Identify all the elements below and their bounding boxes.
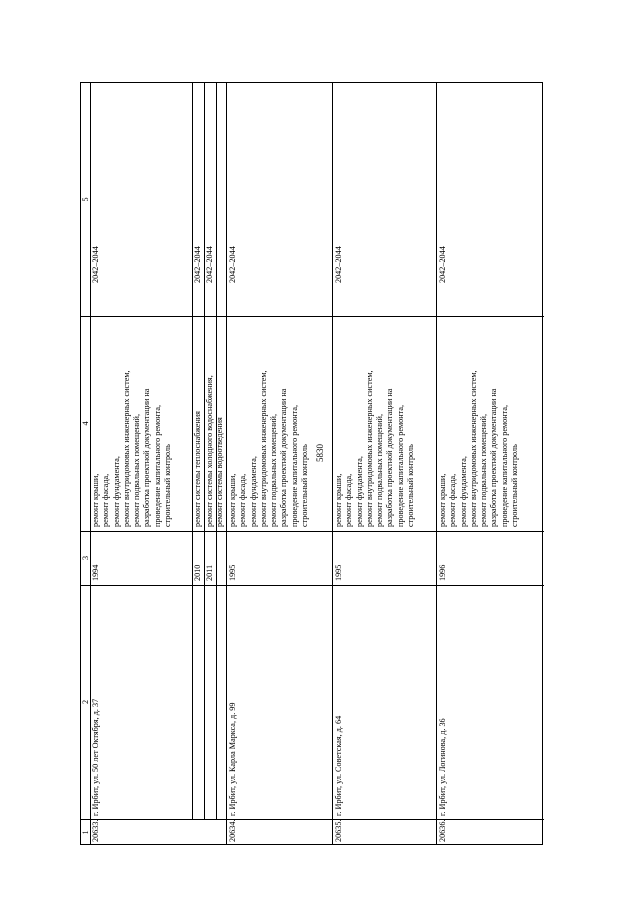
- row-address: г. Ирбит, ул. Советская, д. 64: [334, 715, 343, 816]
- header-col-3: 3: [81, 555, 90, 561]
- row-number: 20633.: [91, 819, 100, 842]
- row-year: 1996: [438, 564, 447, 581]
- row-address: г. Ирбит, ул. 50 лет Октября, д. 37: [91, 698, 100, 816]
- subrow-period: 2042–2044: [193, 246, 202, 283]
- row-divider: [332, 83, 333, 844]
- row-works: ремонт крыши, ремонт фасада, ремонт фундамента, ремонт внутридомовых инженерных систем, ремонт подвальных помещений, разработка проектной документации на проведение капитального ремонта, строительный контроль: [91, 370, 173, 527]
- row-divider: [226, 83, 227, 844]
- subrow-year: 2010: [193, 564, 202, 581]
- rotated-table: [80, 82, 543, 845]
- row-year: 1994: [91, 564, 100, 581]
- row-period: 2042–2044: [334, 246, 343, 283]
- column-divider: [81, 585, 544, 586]
- header-col-2: 2: [81, 699, 90, 705]
- row-number: 20636.: [438, 819, 447, 842]
- row-divider: [436, 83, 437, 844]
- row-works: ремонт крыши, ремонт фасада, ремонт фундамента, ремонт внутридомовых инженерных систем, ремонт подвальных помещений, разработка проектной документации на проведение капитального ремонта, строительный контроль: [438, 370, 520, 527]
- subrow-year: 2011: [205, 564, 214, 581]
- row-number: 20634.: [228, 819, 237, 842]
- row-period: 2042–2044: [228, 246, 237, 283]
- row-period: 2042–2044: [438, 246, 447, 283]
- row-period: 2042–2044: [91, 246, 100, 283]
- row-works: ремонт крыши, ремонт фасада, ремонт фундамента, ремонт внутридомовых инженерных систем, ремонт подвальных помещений, разработка проектной документации на проведение капитального ремонта, строительный контроль: [228, 370, 310, 527]
- row-address: г. Ирбит, ул. Логинова, д. 36: [438, 718, 447, 816]
- column-divider: [81, 531, 544, 532]
- subrow-work: ремонт системы холодного водоснабжения, ремонт системы водоотведения: [205, 375, 225, 527]
- subrow-period: 2042–2044: [205, 246, 214, 283]
- page-number: 5830: [315, 444, 325, 462]
- header-col-1: 1: [81, 830, 90, 835]
- column-divider: [81, 316, 544, 317]
- row-year: 1995: [334, 564, 343, 581]
- header-col-4: 4: [81, 421, 90, 426]
- column-divider: [81, 819, 544, 820]
- header-col-5: 5: [81, 197, 90, 202]
- row-works: ремонт крыши, ремонт фасада, ремонт фундамента, ремонт внутридомовых инженерных систем, ремонт подвальных помещений, разработка проектной документации на проведение капитального ремонта, строительный контроль: [334, 370, 416, 527]
- row-number: 20635.: [334, 819, 343, 842]
- row-year: 1995: [228, 564, 237, 581]
- subrow-work: ремонт системы теплоснабжения: [193, 411, 202, 527]
- row-address: г. Ирбит, ул. Карла Маркса, д. 99: [228, 702, 237, 816]
